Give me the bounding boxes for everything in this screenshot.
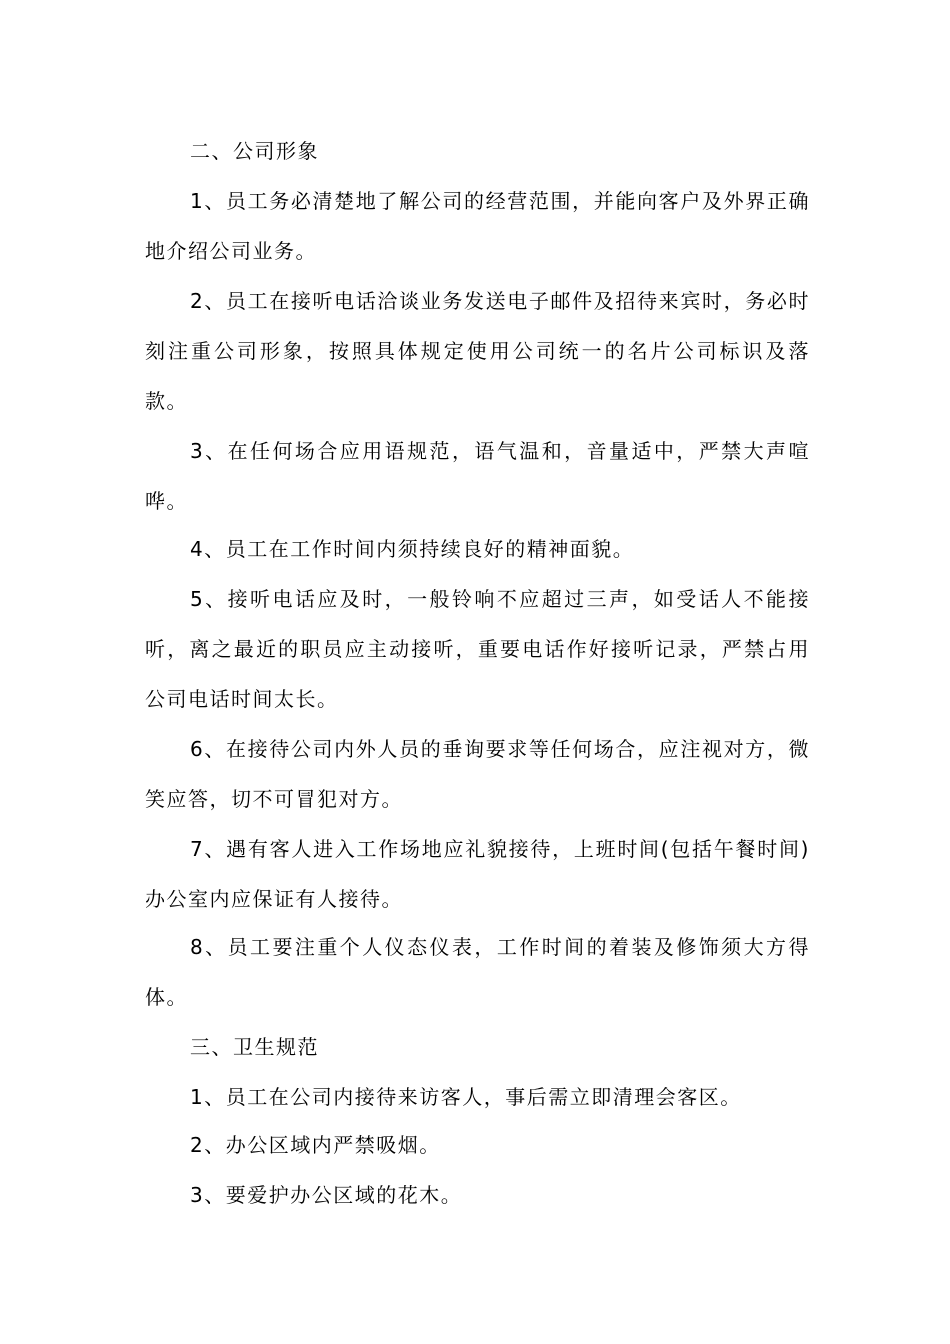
paragraph-item-1: 1、员工务必清楚地了解公司的经营范围，并能向客户及外界正确地介绍公司业务。: [145, 189, 810, 263]
paragraph-item-8: 8、员工要注重个人仪态仪表，工作时间的着装及修饰须大方得体。: [145, 935, 810, 1009]
hygiene-item-2: 2、办公区域内严禁吸烟。: [190, 1133, 441, 1157]
section-heading-company-image: 二、公司形象: [190, 139, 319, 163]
section-heading-hygiene: 三、卫生规范: [190, 1035, 319, 1059]
paragraph-item-7: 7、遇有客人进入工作场地应礼貌接待，上班时间(包括午餐时间)办公室内应保证有人接待。: [145, 837, 810, 911]
paragraph-item-6: 6、在接待公司内外人员的垂询要求等任何场合，应注视对方，微笑应答，切不可冒犯对方。: [145, 737, 810, 811]
hygiene-item-1: 1、员工在公司内接待来访客人，事后需立即清理会客区。: [190, 1085, 742, 1109]
paragraph-item-3: 3、在任何场合应用语规范，语气温和，音量适中，严禁大声喧哗。: [145, 439, 810, 513]
hygiene-item-3: 3、要爱护办公区域的花木。: [190, 1183, 463, 1207]
paragraph-item-4: 4、员工在工作时间内须持续良好的精神面貌。: [190, 537, 635, 561]
paragraph-item-2: 2、员工在接听电话洽谈业务发送电子邮件及招待来宾时，务必时刻注重公司形象，按照具体规定使用公司统一的名片公司标识及落款。: [145, 289, 810, 413]
paragraph-item-5: 5、接听电话应及时，一般铃响不应超过三声，如受话人不能接听，离之最近的职员应主动接听，重要电话作好接听记录，严禁占用公司电话时间太长。: [145, 587, 810, 711]
